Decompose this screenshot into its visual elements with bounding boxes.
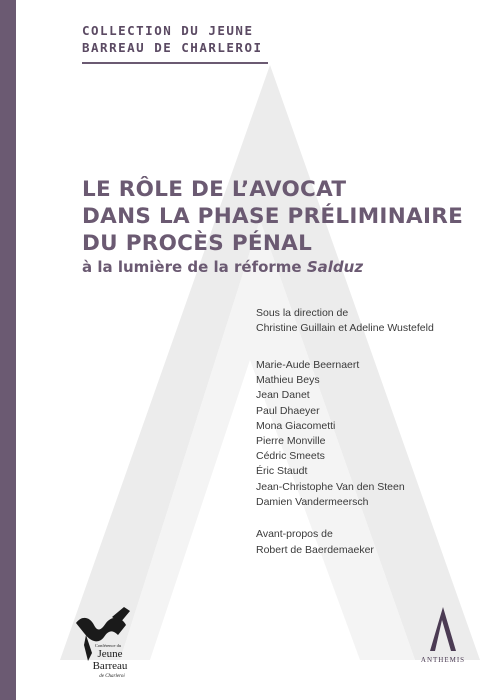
title-line-1: LE RÔLE DE L’AVOCAT (82, 177, 347, 202)
logo-line-2: Jeune (97, 648, 123, 660)
preface-name: Robert de Baerdemaeker (256, 544, 374, 556)
anthemis-a-icon (429, 606, 457, 652)
title-line-3: DU PROCÈS PÉNAL (82, 231, 313, 256)
left-color-bar (0, 0, 16, 700)
publisher-name: ANTHEMIS (420, 656, 466, 664)
subtitle-prefix: à la lumière de la réforme (82, 258, 307, 276)
logo-line-3: Barreau (92, 660, 128, 672)
contributor-name: Éric Staudt (256, 465, 308, 478)
subtitle-emphasis: Salduz (306, 258, 364, 276)
preface-block (256, 526, 374, 558)
contributor-name: Paul Dhaeyer (256, 404, 320, 417)
book-title (82, 176, 463, 257)
contributor-name: Jean Danet (256, 389, 310, 402)
collection-line-1: COLLECTION DU JEUNE (82, 23, 254, 38)
collection-line-2: BARREAU DE CHARLEROI (82, 40, 263, 55)
title-line-2: DANS LA PHASE PRÉLIMINAIRE (82, 204, 464, 229)
logo-line-1: Conférence du (94, 643, 122, 648)
book-subtitle (82, 258, 363, 276)
preface-label: Avant-propos de (256, 528, 333, 540)
contributor-name: Mathieu Beys (256, 374, 320, 387)
editors-block (256, 306, 434, 336)
contributor-name: Damien Vandermeersch (256, 495, 369, 508)
collection-name (82, 22, 268, 64)
publisher-logo (418, 606, 468, 664)
logo-line-4: de Charleroi (99, 674, 125, 679)
contributor-name: Marie-Aude Beernaert (256, 359, 360, 371)
direction-label: Sous la direction de (256, 307, 349, 319)
contributor-name: Jean-Christophe Van den Steen (256, 480, 405, 493)
collection-underline (82, 62, 268, 64)
contributor-name: Cédric Smeets (256, 450, 325, 463)
contributors-list (256, 358, 405, 510)
contributor-name: Pierre Monville (256, 435, 326, 448)
direction-names: Christine Guillain et Adeline Wustefeld (256, 322, 434, 334)
contributor-name: Mona Giacometti (256, 419, 336, 432)
jeune-barreau-logo (72, 595, 144, 687)
